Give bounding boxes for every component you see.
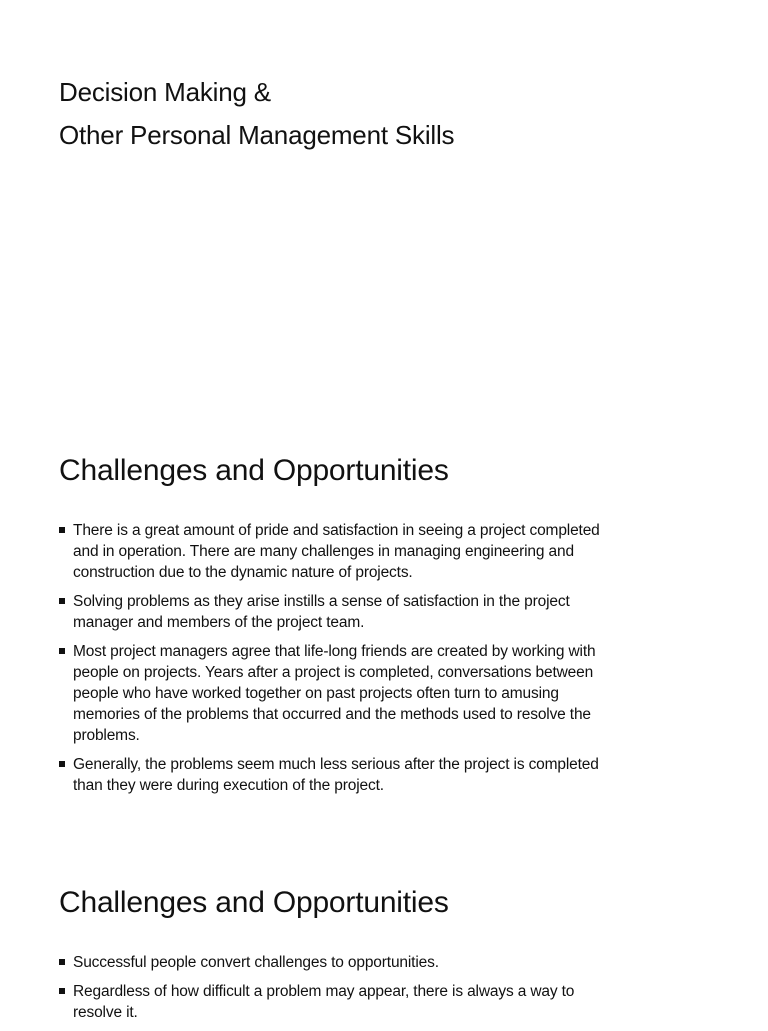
bullet-item [59,952,709,973]
slide-challenges-2 [0,864,768,1024]
slide-heading: Challenges and Opportunities [59,454,449,487]
bullet-text-line: people who have worked together on past projects often turn to amusing [73,685,559,702]
slide-challenges-1 [0,432,768,864]
bullet-text-line: Solving problems as they arise instills a sense of satisfaction in the project [73,593,570,610]
square-bullet-icon [59,988,65,994]
bullet-list [59,520,709,804]
square-bullet-icon [59,527,65,533]
slide-heading: Challenges and Opportunities [59,886,449,919]
square-bullet-icon [59,959,65,965]
bullet-text-line: and in operation. There are many challenges in managing engineering and [73,543,574,560]
bullet-text-line: Successful people convert challenges to opportunities. [73,954,439,971]
bullet-text-line: resolve it. [73,1004,138,1021]
title-slide [0,0,768,432]
bullet-text-line: than they were during execution of the project. [73,777,384,794]
bullet-text-line: people on projects. Years after a project is completed, conversations between [73,664,594,681]
title-line: Other Personal Management Skills [59,120,455,150]
bullet-item [59,981,709,1023]
presentation-title [59,71,454,157]
bullet-text-line: problems. [73,727,140,744]
bullet-text-line: manager and members of the project team. [73,614,365,631]
bullet-text-line: memories of the problems that occurred and the methods used to resolve the [73,706,591,723]
square-bullet-icon [59,648,65,654]
bullet-text-line: construction due to the dynamic nature of projects. [73,564,413,581]
bullet-text-line: Most project managers agree that life-long friends are created by working with [73,643,596,660]
bullet-item [59,520,709,583]
square-bullet-icon [59,598,65,604]
square-bullet-icon [59,761,65,767]
bullet-text-line: Regardless of how difficult a problem may appear, there is always a way to [73,983,575,1000]
bullet-text-line: There is a great amount of pride and satisfaction in seeing a project completed [73,522,600,539]
bullet-list [59,952,709,1031]
bullet-item [59,641,709,746]
bullet-item [59,754,709,796]
bullet-item [59,591,709,633]
bullet-text-line: Generally, the problems seem much less serious after the project is completed [73,756,599,773]
title-line: Decision Making & [59,77,271,107]
